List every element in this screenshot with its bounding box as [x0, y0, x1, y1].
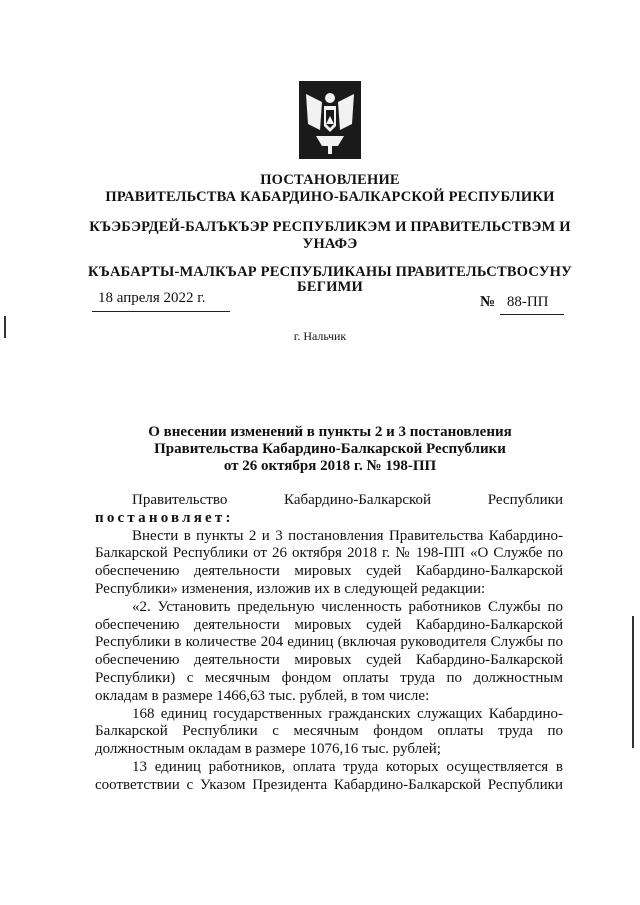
preamble-paragraph: Правительство Кабардино-Балкарской Республики: [132, 492, 563, 508]
left-margin-mark: [4, 316, 6, 338]
right-margin-mark: [632, 616, 634, 748]
government-name-kabardian-line1: КЪЭБЭРДЕЙ-БАЛЪКЪЭР РЕСПУБЛИКЭМ И ПРАВИТЕЛЬСТВЭМ И: [89, 219, 571, 235]
number-value: 88-ПП: [506, 294, 549, 310]
number-underline: [500, 314, 564, 315]
body-paragraph: «2. Установить предельную численность работников Службы по обеспечению деятельности мировых судей Кабардино-Балкарской Республики в количестве 204 единиц (включая руководителя Службы по обеспечению деятельности мировых судей Кабардино-Балкарской Республики) с месячным фондом оплаты труда по должностным окладам в размере 1466,63 тыс. рублей, в том числе:: [95, 598, 563, 704]
government-name-kabardian-line2: УНАФЭ: [302, 236, 358, 252]
title-line: Правительства Кабардино-Балкарской Республики: [154, 441, 506, 457]
title-line: от 26 октября 2018 г. № 198-ПП: [223, 458, 437, 474]
doc-type-heading: ПОСТАНОВЛЕНИЕ: [260, 172, 400, 188]
body-paragraph: 168 единиц государственных гражданских служащих Кабардино-Балкарской Республики с месячным фондом оплаты труда по должностным окладам в размере 1076,16 тыс. рублей;: [95, 705, 563, 758]
government-name-russian: ПРАВИТЕЛЬСТВА КАБАРДИНО-БАЛКАРСКОЙ РЕСПУБЛИКИ: [105, 189, 555, 205]
body-paragraph: 13 единиц работников, оплата труда которых осуществляется в соответствии с Указом Президента Кабардино-Балкарской Республики: [95, 758, 563, 793]
document-date: 18 апреля 2022 г.: [98, 290, 206, 306]
government-name-balkar-line1: КЪАБАРТЫ-МАЛКЪАР РЕСПУБЛИКАНЫ ПРАВИТЕЛЬСТВОСУНУ: [88, 264, 572, 280]
body-paragraph: Внести в пункты 2 и 3 постановления Правительства Кабардино-Балкарской Республики от 26 октября 2018 г. № 198-ПП «О Службе по обеспечению деятельности мировых судей Кабардино-Балкарской Республики» изменения, изложив их в следующей редакции:: [95, 527, 563, 597]
date-underline: [92, 311, 230, 312]
document-title: [80, 424, 580, 475]
document-body: [95, 492, 563, 795]
title-line: О внесении изменений в пункты 2 и 3 постановления: [148, 424, 512, 440]
coat-of-arms-emblem: [298, 80, 362, 160]
number-sign: №: [480, 294, 496, 310]
document-number: [480, 294, 549, 311]
eagle-head-icon: [325, 93, 335, 103]
decree-word: постановляет:: [95, 509, 234, 526]
government-name-balkar-line2: БЕГИМИ: [297, 279, 363, 295]
document-city: г. Нальчик: [293, 329, 347, 343]
